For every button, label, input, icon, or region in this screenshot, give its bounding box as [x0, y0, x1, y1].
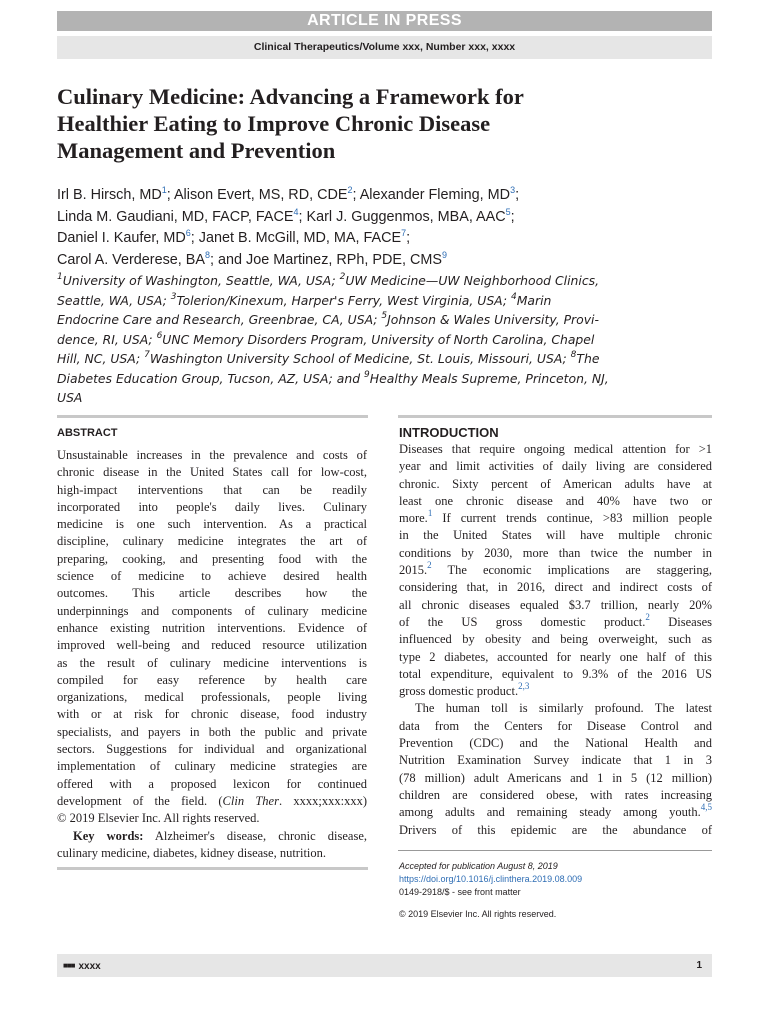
affiliation-number: 6 — [156, 330, 163, 341]
abstract-copyright: © 2019 Elsevier Inc. All rights reserved. — [57, 811, 260, 826]
author-name: ; and Joe Martinez, RPh, PDE, CMS — [210, 252, 442, 269]
abstract-line: specialists, and payers in both the public and private — [57, 724, 367, 739]
intro-line: (78 million) adult Americans and 1 in 5 (12 million) — [399, 770, 712, 785]
author-line — [57, 250, 697, 272]
keywords-line: culinary medicine, diabetes, kidney disease, nutrition. — [57, 845, 327, 860]
abstract-line: medicine is one such intervention. As a practical — [57, 517, 367, 532]
abstract-line: high-impact interventions that can be readily — [57, 482, 367, 497]
journal-header: Clinical Therapeutics/Volume xxx, Number xxx, xxxx — [57, 36, 712, 59]
reference-link[interactable]: 2,3 — [518, 681, 530, 692]
abstract-bottom-divider — [57, 867, 368, 870]
author-name: Linda M. Gaudiani, MD, FACP, FACE — [57, 208, 294, 225]
abstract-line: chronic disease in the United States call for low-cost, — [57, 465, 367, 480]
author-separator: ; — [510, 208, 515, 225]
abstract-heading: ABSTRACT — [57, 427, 118, 439]
affiliation-text: Seattle, WA, USA; — [57, 292, 171, 308]
intro-line: least one chronic disease and 40% have two or — [399, 493, 712, 508]
affiliation-text: Healthy Meals Supreme, Princeton, NJ, — [369, 370, 609, 386]
article-title — [57, 83, 657, 164]
affiliation-text: Endocrine Care and Research, Greenbrae, CA, USA; — [57, 312, 382, 327]
article-notes — [399, 860, 712, 921]
intro-line: year and limit activities of daily living are considered — [399, 459, 712, 474]
author-name: ; Karl J. Guggenmos, MBA, AAC — [298, 208, 506, 225]
intro-line: influenced by obesity and being overweight, such as — [399, 632, 712, 647]
intro-line: data from the Centers for Disease Control and — [399, 718, 712, 733]
abstract-line: underpinnings and components of culinary medicine — [57, 603, 367, 618]
reference-link[interactable]: 4,5 — [700, 802, 712, 813]
abstract-line: improved well-being and reduced resource utilization — [57, 638, 367, 653]
author-separator: ; — [406, 230, 411, 247]
keywords-label: Key words: — [73, 828, 144, 843]
author-line — [57, 185, 697, 207]
intro-line — [399, 510, 712, 527]
author-line — [57, 207, 697, 229]
intro-line: in the United States will have multiple chronic — [399, 528, 712, 543]
intro-line — [399, 611, 712, 631]
footer-squares: ■■■ — [63, 961, 75, 970]
article-in-press-banner: ARTICLE IN PRESS — [57, 11, 712, 31]
abstract-line — [57, 793, 367, 810]
abstract-line: outcomes. This article describes how the — [57, 586, 367, 601]
accepted-date: Accepted for publication August 8, 2019 — [399, 861, 558, 871]
abstract-line: enhance existing nutrition interventions. Evidence of — [57, 620, 367, 635]
affiliation-line — [57, 291, 617, 311]
reference-link[interactable]: 2 — [427, 560, 432, 571]
intro-line: children are considered obese, with rates increasing — [399, 787, 712, 802]
intro-text: among adults and remaining steady among youth. — [399, 805, 701, 820]
abstract-text: development of the field. ( — [57, 793, 223, 808]
author-name: Carol A. Verderese, BA — [57, 252, 205, 269]
affiliation-text: Marin — [516, 292, 552, 308]
title-line: Culinary Medicine: Advancing a Framework for — [57, 84, 524, 109]
intro-text: of the US gross domestic product. — [399, 614, 646, 629]
affiliation-line: USA — [57, 390, 83, 405]
intro-line: total expenditure, equivalent to 9.3% of the 2016 US — [399, 666, 712, 681]
abstract-line: incorporated into people's daily lives. Culinary — [57, 499, 367, 514]
intro-text: Diseases — [649, 614, 712, 629]
intro-line: The human toll is similarly profound. The latest — [415, 701, 712, 716]
abstract-text: . xxxx;xxx:xxx) — [278, 793, 367, 808]
keywords-text: Alzheimer's disease, chronic disease, — [143, 828, 368, 843]
affiliation-text: Washington University School of Medicine, St. Louis, Missouri, USA; — [149, 351, 571, 366]
footnote-divider — [398, 850, 712, 851]
intro-text: 2015. — [399, 563, 428, 578]
abstract-line: as the result of culinary medicine interventions is — [57, 655, 367, 670]
intro-line: Diseases that require ongoing medical attention for >1 — [399, 442, 712, 456]
doi-link[interactable]: https://doi.org/10.1016/j.clinthera.2019.08.009 — [399, 874, 583, 884]
author-line — [57, 228, 697, 250]
abstract-divider — [57, 415, 368, 418]
intro-text: If current trends continue, >83 million people — [432, 511, 712, 526]
affiliation-text: Hill, NC, USA; — [57, 351, 145, 366]
affiliation-line — [57, 349, 617, 369]
affiliation-ref-link[interactable]: 3 — [510, 185, 516, 195]
introduction-divider — [398, 415, 712, 418]
author-name: Irl B. Hirsch, MD — [57, 187, 162, 203]
intro-line — [399, 562, 712, 579]
affiliation-text: UNC Memory Disorders Program, University of North Carolina, Chapel — [162, 331, 595, 347]
author-name: ; Janet B. McGill, MD, MA, FACE — [190, 230, 402, 247]
affiliation-ref-link[interactable]: 5 — [505, 206, 511, 217]
abstract-line: Unsustainable increases in the prevalence and costs of — [57, 448, 367, 462]
affiliation-ref-link[interactable]: 2 — [347, 185, 353, 195]
affiliation-ref-link[interactable]: 8 — [204, 250, 210, 261]
reference-link[interactable]: 2 — [645, 611, 650, 622]
footer-date: xxxx — [78, 961, 101, 972]
intro-line: all chronic diseases equaled $3.7 trillion, nearly 20% — [399, 597, 712, 612]
abstract-line: discipline, culinary medicine integrates the art of — [57, 534, 367, 549]
abstract-line: organizations, medical professionals, people living — [57, 690, 367, 705]
footer-issue — [63, 954, 101, 978]
title-line: Healthier Eating to Improve Chronic Disease — [57, 111, 491, 136]
abstract-line: science of medicine to achieve desired health — [57, 569, 367, 584]
abstract-line: offered with a proposed lexicon for continued — [57, 776, 367, 791]
affiliation-number: 2 — [339, 272, 346, 282]
intro-text: gross domestic product. — [399, 684, 519, 699]
affiliation-ref-link[interactable]: 9 — [441, 250, 447, 261]
intro-line: Drivers of this epidemic are the abundance of — [399, 822, 712, 837]
affiliation-ref-link[interactable]: 1 — [161, 185, 167, 195]
affiliation-text: Diabetes Education Group, Tucson, AZ, USA; and — [57, 370, 365, 386]
author-separator: ; — [515, 187, 520, 203]
reference-link[interactable]: 1 — [427, 508, 433, 519]
author-name: ; Alexander Fleming, MD — [352, 187, 511, 203]
abstract-body — [57, 447, 367, 862]
affiliation-number: 1 — [57, 272, 63, 282]
affiliation-number: 3 — [170, 291, 177, 302]
affiliation-line — [57, 369, 617, 389]
affiliation-ref-link[interactable]: 4 — [293, 206, 299, 217]
abstract-line: preparing, cooking, and presenting food with the — [57, 551, 367, 566]
intro-line: considering that, in 2016, direct and indirect costs of — [399, 580, 712, 595]
intro-text: more. — [399, 511, 428, 526]
affiliation-line — [57, 330, 617, 350]
abstract-line: sectors. Suggestions for individual and organizational — [57, 742, 367, 757]
intro-line: Prevention (CDC) and the National Health and — [399, 736, 712, 751]
page-number: 1 — [696, 960, 702, 971]
page-footer — [57, 954, 712, 977]
intro-line: Nutrition Examination Survey indicate that 1 in 3 — [399, 753, 712, 768]
intro-line — [399, 804, 712, 821]
copyright-notice: © 2019 Elsevier Inc. All rights reserved. — [399, 909, 557, 919]
affiliation-number: 5 — [381, 311, 388, 321]
affiliation-number: 8 — [570, 350, 577, 360]
journal-abbrev: Clin Ther — [222, 793, 279, 808]
affiliation-text: UW Medicine—UW Neighborhood Clinics, — [345, 273, 600, 288]
intro-line: type 2 diabetes, accounted for nearly one half of this — [399, 649, 712, 664]
intro-line: chronic. Sixty percent of American adults have at — [399, 476, 712, 491]
affiliation-ref-link[interactable]: 6 — [185, 228, 191, 239]
affiliation-text: dence, RI, USA; — [57, 331, 157, 347]
affiliations — [57, 271, 617, 408]
intro-text: The economic implications are staggering, — [431, 563, 712, 578]
affiliation-text: Tolerion/Kinexum, Harper's Ferry, West Virginia, USA; — [176, 292, 511, 308]
introduction-body — [399, 441, 712, 839]
author-list — [57, 185, 697, 272]
keywords-line — [57, 828, 367, 845]
intro-line — [399, 683, 712, 700]
abstract-line: compiled for easy reference by health care — [57, 672, 367, 687]
abstract-line: implementation of culinary medicine strategies are — [57, 759, 367, 774]
affiliation-line — [57, 271, 617, 291]
introduction-heading: INTRODUCTION — [399, 425, 499, 440]
affiliation-number: 7 — [144, 350, 150, 360]
affiliation-text: Johnson & Wales University, Provi- — [387, 312, 599, 327]
affiliation-number: 4 — [511, 291, 517, 302]
issn-line: 0149-2918/$ - see front matter — [399, 887, 521, 897]
title-line: Management and Prevention — [57, 138, 336, 163]
author-name: ; Alison Evert, MS, RD, CDE — [166, 187, 348, 203]
affiliation-ref-link[interactable]: 7 — [401, 228, 407, 239]
affiliation-number: 9 — [364, 369, 370, 380]
affiliation-text: University of Washington, Seattle, WA, USA; — [62, 273, 340, 288]
affiliation-text: The — [576, 351, 600, 366]
intro-line: conditions by 2030, more than twice the number in — [399, 545, 712, 560]
author-name: Daniel I. Kaufer, MD — [57, 230, 186, 247]
abstract-line: with or at risk for chronic disease, food industry — [57, 707, 367, 722]
affiliation-line — [57, 310, 617, 330]
